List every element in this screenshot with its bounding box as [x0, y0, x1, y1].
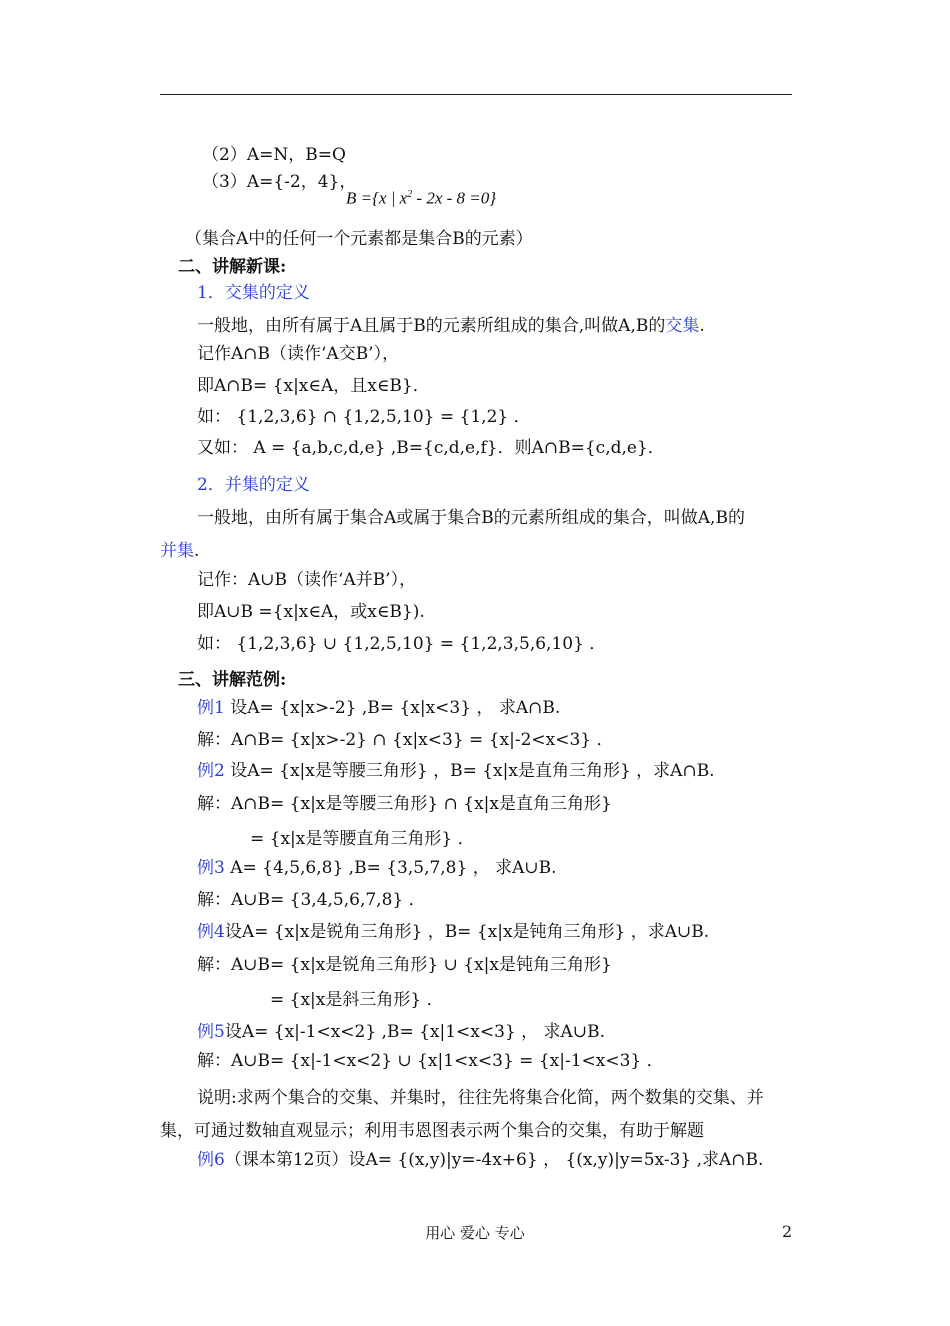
footer-slogan: 用心 爱心 专心 — [425, 1224, 525, 1242]
example-6: 例6（课本第12页）设A= {(x,y)|y=-4x+6} ， {(x,y)|y=5x-3} ,求A∩B. — [197, 1150, 764, 1170]
note-line-1: 说明:求两个集合的交集、并集时，往往先将集合化简，两个数集的交集、并 — [197, 1088, 764, 1108]
union-notation: 记作：A∪B（读作‘A并B’）， — [197, 570, 417, 590]
example-4-solution-cont: = {x|x是斜三角形} ． — [270, 990, 444, 1010]
union-formula: 即A∪B ={x|x∈A，或x∈B}). — [197, 602, 425, 622]
intersection-term: 交集 — [665, 316, 700, 336]
intersection-formula: 即A∩B= {x|x∈A，且x∈B}． — [197, 376, 430, 396]
page-number: 2 — [782, 1222, 793, 1241]
example-2-solution: 解：A∩B= {x|x是等腰三角形} ∩ {x|x是直角三角形} — [197, 794, 612, 814]
item-3: （3）A={-2，4}， — [202, 172, 357, 192]
subheading-intersection: 1．交集的定义 — [197, 283, 310, 303]
section-heading-2: 二、讲解新课: — [178, 257, 287, 277]
example-5: 例5设A= {x|-1<x<2} ,B= {x|1<x<3} ， 求A∪B. — [197, 1022, 605, 1042]
example-5-solution: 解：A∪B= {x|-1<x<2} ∪ {x|1<x<3} = {x|-1<x<3} ． — [197, 1051, 664, 1071]
union-term: 并集 — [160, 541, 194, 561]
example-4: 例4设A= {x|x是锐角三角形} ，B= {x|x是钝角三角形} ，求A∪B. — [197, 922, 710, 942]
intersection-definition: 一般地，由所有属于A且属于B的元素所组成的集合,叫做A,B的交集. — [197, 316, 705, 336]
subheading-union: 2．并集的定义 — [197, 475, 310, 495]
note-line-2: 集，可通过数轴直观显示；利用韦恩图表示两个集合的交集，有助于解题 — [160, 1121, 704, 1141]
intersection-example-2: 又如： A = {a,b,c,d,e} ,B={c,d,e,f}．则A∩B={c,d,e}． — [197, 438, 665, 458]
example-1-solution: 解：A∩B= {x|x>-2} ∩ {x|x<3} = {x|-2<x<3} ． — [197, 730, 614, 750]
header-rule — [160, 94, 792, 95]
example-1: 例1 设A= {x|x>-2} ,B= {x|x<3} ， 求A∩B. — [197, 698, 561, 718]
union-definition: 一般地，由所有属于集合A或属于集合B的元素所组成的集合，叫做A,B的 — [197, 508, 745, 528]
note-subset: （集合A中的任何一个元素都是集合B的元素） — [185, 229, 533, 249]
union-example: 如： {1,2,3,6} ∪ {1,2,5,10} = {1,2,3,5,6,10} ． — [197, 634, 607, 654]
example-2: 例2 设A= {x|x是等腰三角形} ，B= {x|x是直角三角形} ，求A∩B. — [197, 761, 715, 781]
union-definition-cont: 并集. — [160, 541, 200, 561]
example-2-solution-cont: = {x|x是等腰直角三角形} ． — [250, 829, 475, 849]
equation-b: B ={x | $x^2 - 2x - 8 =0$} — [346, 188, 497, 208]
example-4-solution: 解：A∪B= {x|x是锐角三角形} ∪ {x|x是钝角三角形} — [197, 955, 612, 975]
item-2: （2）A=N，B=Q — [202, 145, 346, 165]
section-heading-3: 三、讲解范例: — [178, 670, 287, 690]
intersection-notation: 记作A∩B（读作‘A交B’）， — [197, 344, 400, 364]
intersection-example-1: 如： {1,2,3,6} ∩ {1,2,5,10} = {1,2} ． — [197, 407, 531, 427]
example-3-solution: 解：A∪B= {3,4,5,6,7,8} ． — [197, 890, 426, 910]
example-3: 例3 A= {4,5,6,8} ,B= {3,5,7,8} ， 求A∪B. — [197, 858, 557, 878]
